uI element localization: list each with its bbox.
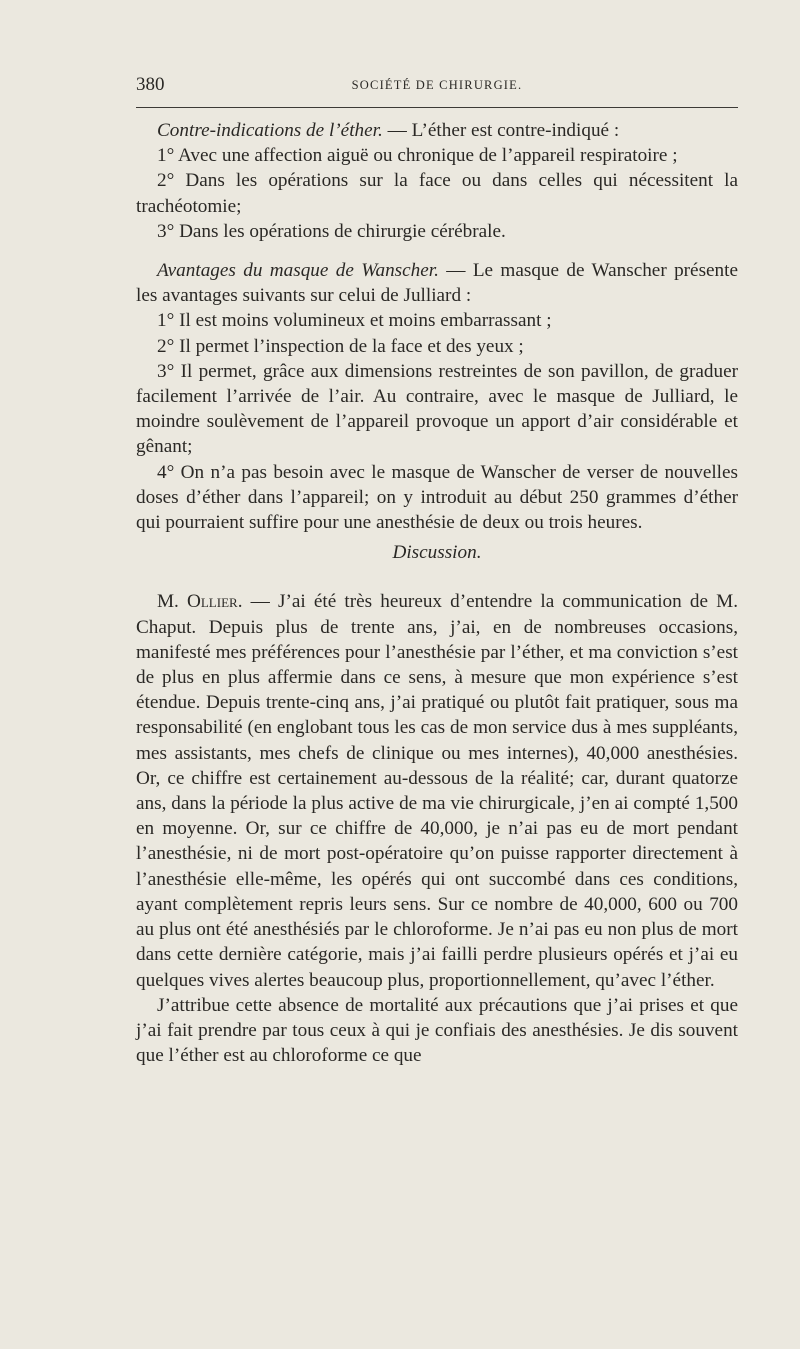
running-title: SOCIÉTÉ DE CHIRURGIE. xyxy=(351,78,523,92)
avantages-title: Avantages du masque de Wanscher. xyxy=(157,260,439,282)
header-rule xyxy=(136,107,738,108)
discussion-paragraph: J’attribue cette absence de mortalité aux précautions que j’ai prises et que j’ai fait prendre par tous ceux à qui je confiais des anesthésies. Je dis souvent que l’éther est au chloroforme ce que xyxy=(136,994,738,1067)
discussion-paragraph xyxy=(136,589,738,992)
avantages-intro: — Le masque de Wanscher présente les avantages suivants sur celui de Julliard : xyxy=(136,260,738,307)
contra-indications-title: Contre-indications de l’éther. xyxy=(157,120,383,141)
avantages-paragraph xyxy=(136,258,738,308)
section-heading: Discussion. xyxy=(392,542,482,564)
list-item: 3° Dans les opérations de chirurgie cérébrale. xyxy=(157,220,506,242)
discussion-text: — J’ai été très heureux d’entendre la communication de M. Chaput. Depuis plus de trente ans, j’ai, en de nombreuses occasions, manifesté mes préférences pour l’anesthésie par l’éther, et ma conviction s’est de plus en plus affermie dans ce sens, à mesure que mon expérience s’est étendue. Depuis trente-cinq ans, j’ai pratiqué ou plutôt fait pratiquer, sous ma responsabilité (en englobant tous les cas de mon service dus à mes suppléants, mes assistants, mes chefs de clinique ou mes internes), 40,000 anesthésies. Or, ce chiffre est certainement au-dessous de la réalité; car, durant quatorze ans, dans la période la plus active de ma vie chirurgicale, j’en ai compté 1,500 en moyenne. Or, sur ce chiffre de 40,000, je n’ai pas eu de mort pendant l’anesthésie, ni de mort post-opératoire qu’on puisse rapporter directement à l’anesthésie elle-même, les opérés qui ont succombé dans ces conditions, ayant complètement repris leurs sens. Sur ce nombre de 40,000, 600 ou 700 au plus ont été anesthésiés par le chloroforme. Je n’ai pas eu non plus de mort dans cette dernière catégorie, mais j’ai failli perdre plusieurs opérés et j’ai eu quelques vives alertes beaucoup plus, proportionnellement, qu’avec l’éther. xyxy=(136,591,738,991)
list-item: 3° Il permet, grâce aux dimensions restreintes de son pavillon, de graduer facilement l’arrivée de l’air. Au contraire, avec le masque de Julliard, le moindre soulèvement de l’appareil provoque un apport d’air considérable et gênant; xyxy=(136,360,738,458)
page-header xyxy=(136,70,738,100)
speaker-name: M. Ollier. xyxy=(157,591,243,613)
body-text xyxy=(136,118,738,1068)
list-item: 2° Il permet l’inspection de la face et des yeux ; xyxy=(157,335,524,357)
list-item: 2° Dans les opérations sur la face ou dans celles qui nécessitent la trachéotomie; xyxy=(136,170,738,217)
list-item: 1° Avec une affection aiguë ou chronique de l’appareil respiratoire ; xyxy=(157,145,678,167)
list-item: 4° On n’a pas besoin avec le masque de Wanscher de verser de nouvelles doses d’éther dans l’appareil; on y introduit au début 250 grammes d’éther qui pourraient suffire pour une anesthésie de deux ou trois heures. xyxy=(136,461,738,534)
contra-indications-intro: — L’éther est contre-indiqué : xyxy=(382,120,620,141)
list-item: 1° Il est moins volumineux et moins embarrassant ; xyxy=(157,310,552,332)
contra-indications-paragraph xyxy=(136,118,738,143)
page-number: 380 xyxy=(136,74,165,95)
